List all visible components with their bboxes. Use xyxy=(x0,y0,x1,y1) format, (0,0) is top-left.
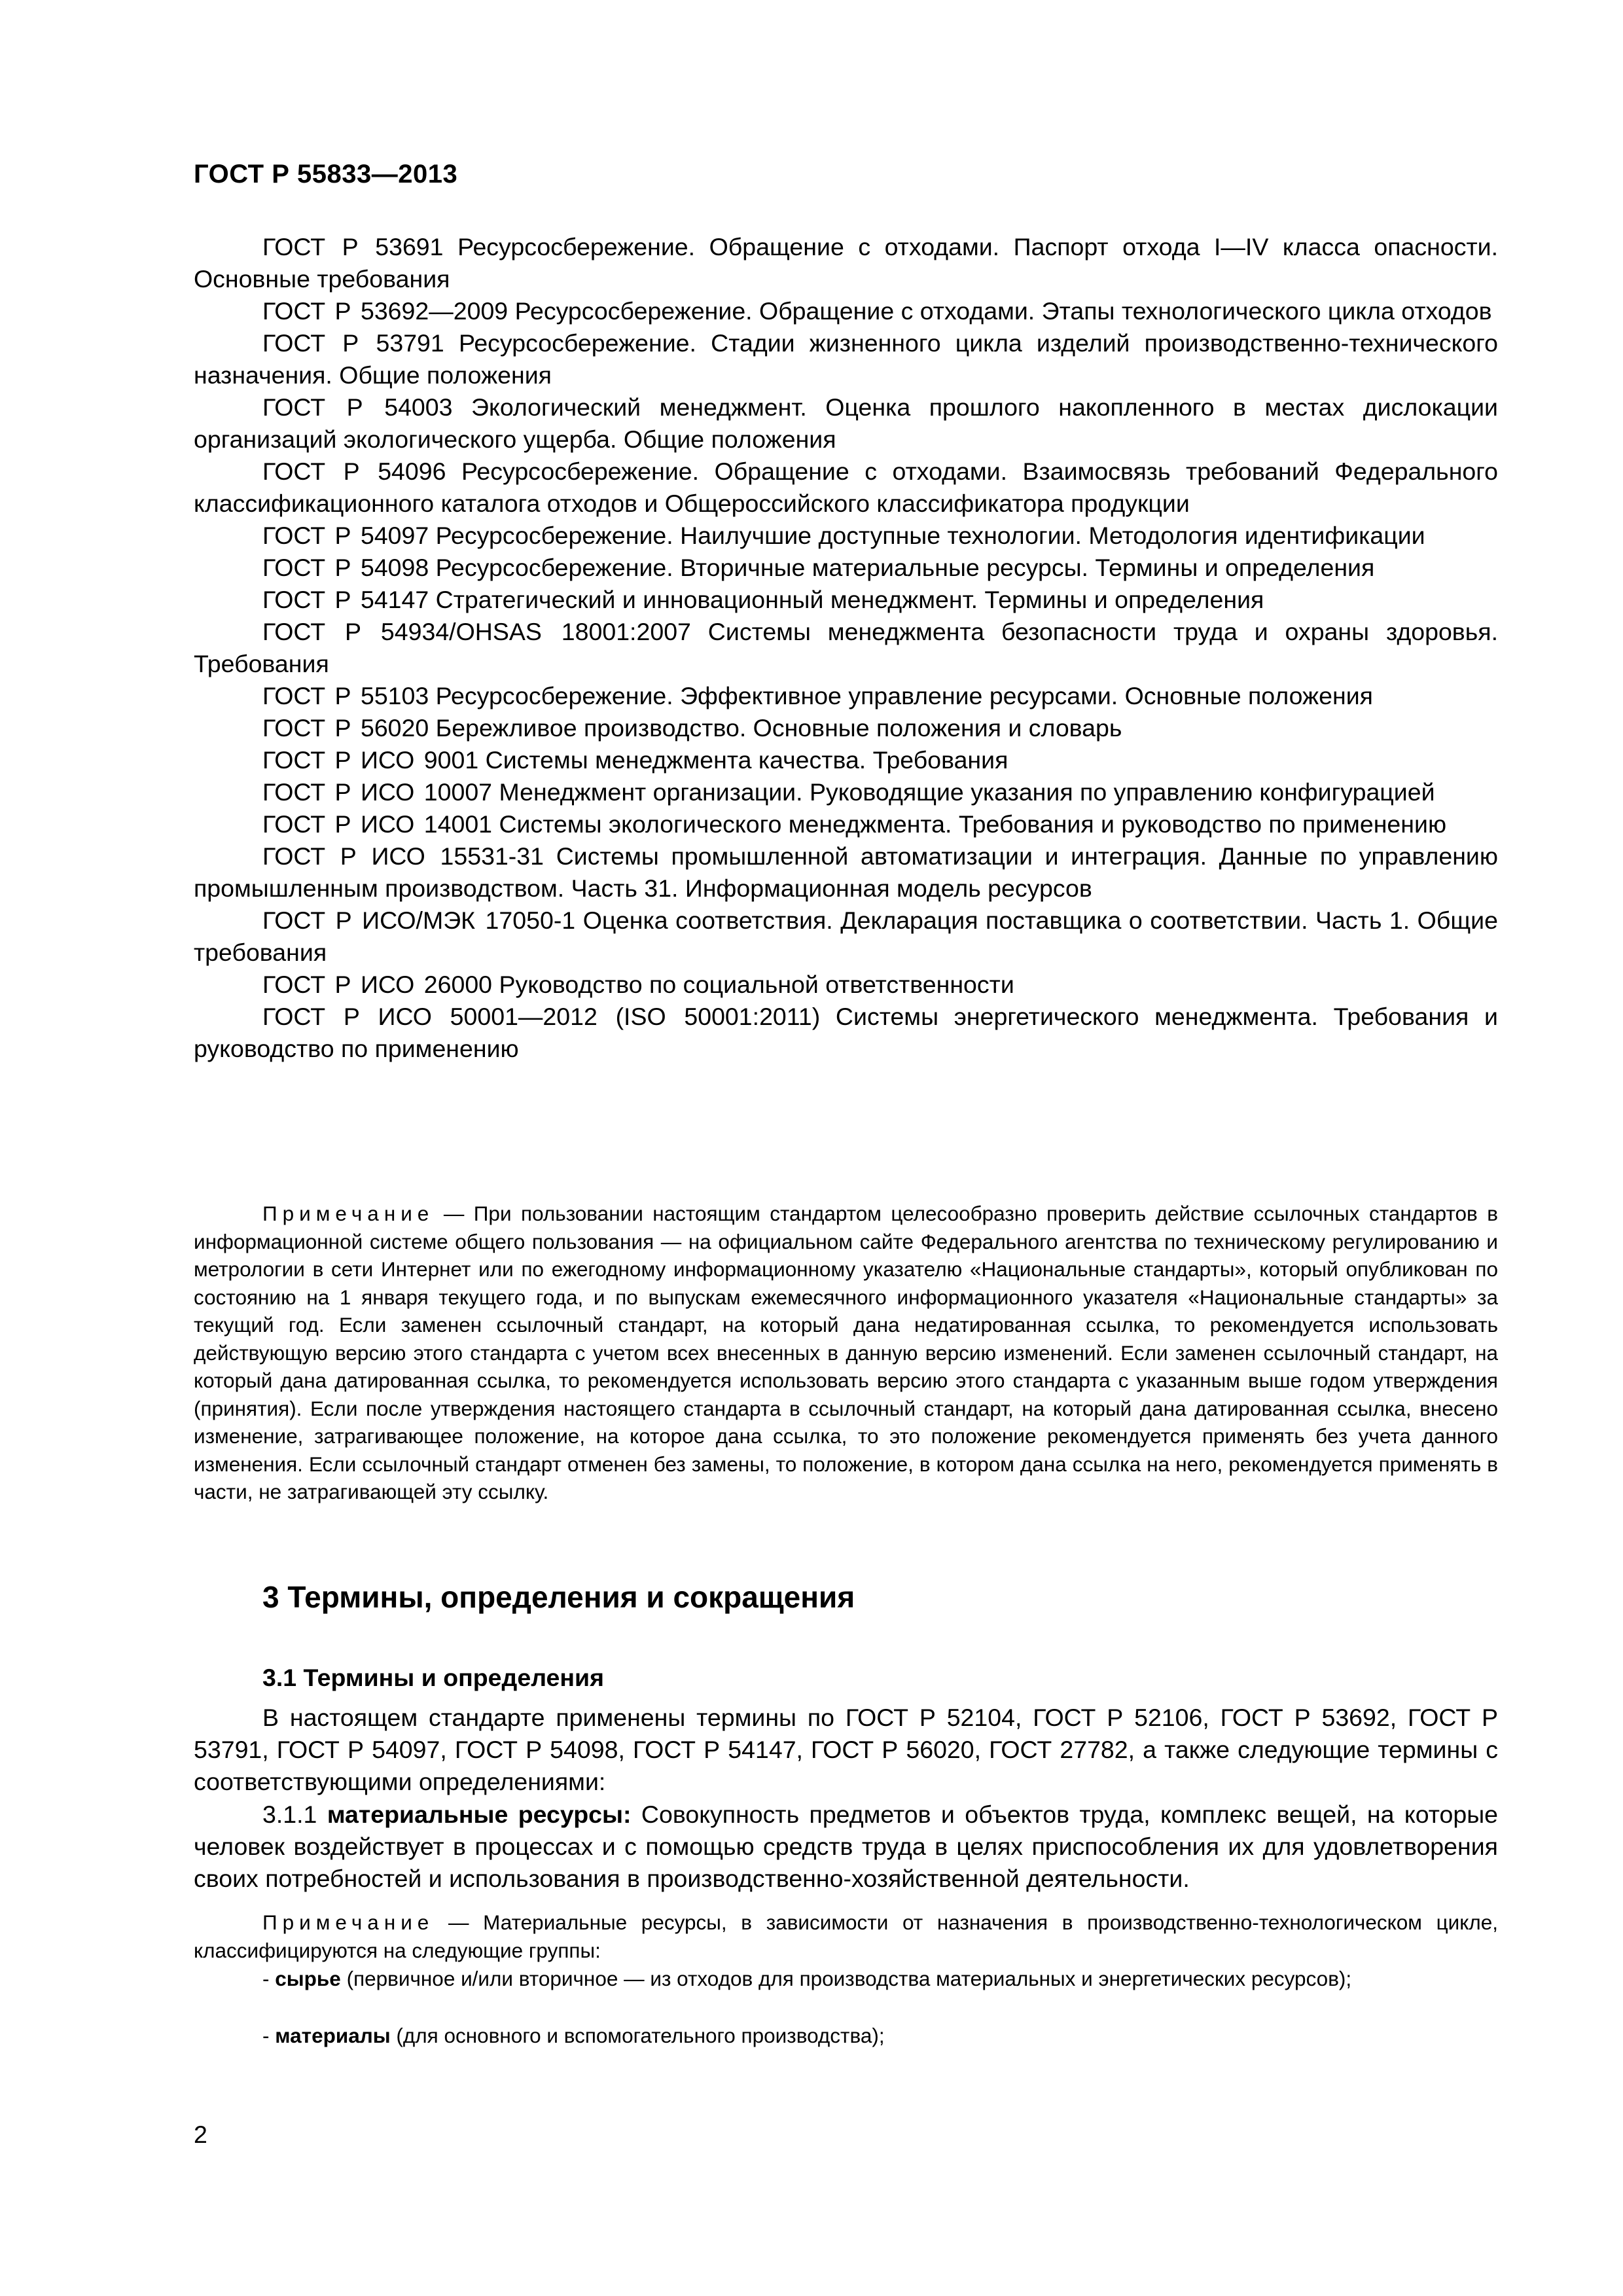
subsection-title: 3.1 Термины и определения xyxy=(262,1664,604,1691)
reference-item xyxy=(194,584,1498,616)
reference-item xyxy=(194,295,1498,327)
normative-references-list xyxy=(194,231,1498,1065)
reference-code: ГОСТ Р ИСО 15531-31 xyxy=(262,842,544,870)
reference-code: ГОСТ Р ИСО 10007 xyxy=(262,778,493,806)
reference-code: ГОСТ Р 53691 xyxy=(262,233,444,260)
list-item-text: (первичное и/или вторичное — из отходов для производства материальных и энергетических ресурсов); xyxy=(346,1967,1352,1990)
reference-item xyxy=(194,456,1498,520)
reference-item xyxy=(194,969,1498,1001)
reference-item xyxy=(194,808,1498,840)
reference-title: Ресурсосбережение. Обращение с отходами. Паспорт отхода I—IV класса опасности. Основные требования xyxy=(194,233,1498,293)
reference-title: Ресурсосбережение. Вторичные материальные ресурсы. Термины и определения xyxy=(435,554,1375,581)
reference-title: Системы экологического менеджмента. Требования и руководство по применению xyxy=(499,810,1447,838)
section-title: 3 Термины, определения и сокращения xyxy=(262,1580,855,1614)
reference-code: ГОСТ Р 53692—2009 xyxy=(262,297,508,325)
term-name: материальные ресурсы: xyxy=(327,1801,632,1828)
reference-item xyxy=(194,905,1498,969)
term-definition-text: Совокупность предметов и объектов труда, комплекс вещей, на которые человек воздействует в процессах и с помощью средств труда в целях приспособления их для удовлетворения своих потребностей и использования в производственно-хозяйственной деятельности. xyxy=(194,1801,1499,1892)
terms-intro-paragraph: В настоящем стандарте применены термины по ГОСТ Р 52104, ГОСТ Р 52106, ГОСТ Р 53692, ГОСТ Р 53791, ГОСТ Р 54097, ГОСТ Р 54098, ГОСТ Р 54147, ГОСТ Р 56020, ГОСТ 27782, а также следующие термины с соответствующими определениями: xyxy=(194,1704,1498,1795)
reference-title: Системы менеджмента качества. Требования xyxy=(485,746,1008,774)
reference-item xyxy=(194,327,1498,391)
document-header-code: ГОСТ Р 55833—2013 xyxy=(194,160,458,188)
reference-item xyxy=(194,391,1498,456)
reference-title: Системы промышленной автоматизации и интеграция. Данные по управлению промышленным производством. Часть 31. Информационная модель ресурсов xyxy=(194,842,1499,902)
references-note xyxy=(194,1200,1498,1506)
reference-code: ГОСТ Р ИСО 14001 xyxy=(262,810,493,838)
term-note xyxy=(194,1909,1498,1964)
page-number: 2 xyxy=(194,2121,207,2148)
reference-item xyxy=(194,1001,1498,1065)
reference-item xyxy=(194,552,1498,584)
reference-code: ГОСТ Р 54147 xyxy=(262,586,429,613)
term-number: 3.1.1 xyxy=(262,1801,317,1828)
term-definition xyxy=(194,1799,1498,1895)
reference-code: ГОСТ Р 56020 xyxy=(262,714,429,742)
reference-title: Экологический менеджмент. Оценка прошлого накопленного в местах дислокации организаций экологического ущерба. Общие положения xyxy=(194,393,1498,453)
note-label: Примечание xyxy=(262,1202,435,1225)
list-item-term: материалы xyxy=(275,2024,391,2047)
reference-title: Ресурсосбережение. Стадии жизненного цикла изделий производственно-технического назначения. Общие положения xyxy=(194,329,1499,389)
reference-code: ГОСТ Р 54934/OHSAS 18001:2007 xyxy=(262,618,691,645)
reference-code: ГОСТ Р ИСО 9001 xyxy=(262,746,479,774)
reference-code: ГОСТ Р ИСО 50001—2012 (ISO 50001:2011) xyxy=(262,1003,821,1030)
reference-item xyxy=(194,840,1498,905)
reference-title: Бережливое производство. Основные положения и словарь xyxy=(435,714,1122,742)
reference-item xyxy=(194,712,1498,744)
reference-code: ГОСТ Р ИСО/МЭК 17050-1 xyxy=(262,906,576,934)
reference-title: Системы менеджмента безопасности труда и охраны здоровья. Требования xyxy=(194,618,1498,677)
list-dash: - xyxy=(262,2024,270,2047)
reference-code: ГОСТ Р 54098 xyxy=(262,554,429,581)
reference-item xyxy=(194,616,1498,680)
reference-title: Стратегический и инновационный менеджмент. Термины и определения xyxy=(435,586,1264,613)
list-dash: - xyxy=(262,1967,270,1990)
reference-item xyxy=(194,744,1498,776)
list-item-term: сырье xyxy=(275,1967,341,1990)
reference-title: Ресурсосбережение. Эффективное управление ресурсами. Основные положения xyxy=(435,682,1373,709)
reference-item xyxy=(194,680,1498,712)
note-text: — При пользовании настоящим стандартом целесообразно проверить действие ссылочных стандартов в информационной системе общего пользования — на официальном сайте Федерального агентства по техническому регулированию и метрологии в сети Интернет или по ежегодному информационному указателю «Национальные стандарты», который опубликован по состоянию на 1 января текущего года, и по выпускам ежемесячного информационного указателя «Национальные стандарты» за текущий год. Если заменен ссылочный стандарт, на который дана недатированная ссылка, то рекомендуется использовать действующую версию этого стандарта с учетом всех внесенных в данную версию изменений. Если заменен ссылочный стандарт, на который дана датированная ссылка, то рекомендуется использовать версию этого стандарта с указанным выше годом утверждения (принятия). Если после утверждения настоящего стандарта в ссылочный стандарт, на который дана датированная ссылка, внесено изменение, затрагивающее положение, на которое дана ссылка, то это положение рекомендуется применять без учета данного изменения. Если ссылочный стандарт отменен без замены, то положение, в котором дана ссылка на него, рекомендуется применять в части, не затрагивающей эту ссылку. xyxy=(194,1202,1498,1503)
reference-title: Ресурсосбережение. Обращение с отходами. Взаимосвязь требований Федерального классификационного каталога отходов и Общероссийского классификатора продукции xyxy=(194,457,1498,517)
reference-code: ГОСТ Р 53791 xyxy=(262,329,444,357)
note-text: — Материальные ресурсы, в зависимости от назначения в производственно-технологическом цикле, классифицируются на следующие группы: xyxy=(194,1910,1498,1962)
reference-code: ГОСТ Р 54097 xyxy=(262,522,429,549)
reference-item xyxy=(194,520,1498,552)
note-label: Примечание xyxy=(262,1910,435,1934)
reference-title: Руководство по социальной ответственности xyxy=(499,971,1014,998)
reference-code: ГОСТ Р 54096 xyxy=(262,457,446,485)
list-item xyxy=(194,1965,1498,1993)
reference-title: Ресурсосбережение. Наилучшие доступные технологии. Методология идентификации xyxy=(435,522,1425,549)
list-item xyxy=(194,2022,1498,2050)
reference-title: Менеджмент организации. Руководящие указания по управлению конфигурацией xyxy=(499,778,1435,806)
reference-title: Системы энергетического менеджмента. Требования и руководство по применению xyxy=(194,1003,1498,1062)
reference-item xyxy=(194,776,1498,808)
reference-title: Ресурсосбережение. Обращение с отходами. Этапы технологического цикла отходов xyxy=(514,297,1492,325)
reference-item xyxy=(194,231,1498,295)
reference-code: ГОСТ Р 55103 xyxy=(262,682,429,709)
reference-code: ГОСТ Р 54003 xyxy=(262,393,453,421)
reference-code: ГОСТ Р ИСО 26000 xyxy=(262,971,493,998)
list-item-text: (для основного и вспомогательного производства); xyxy=(396,2024,885,2047)
reference-title: Оценка соответствия. Декларация поставщика о соответствии. Часть 1. Общие требования xyxy=(194,906,1498,966)
